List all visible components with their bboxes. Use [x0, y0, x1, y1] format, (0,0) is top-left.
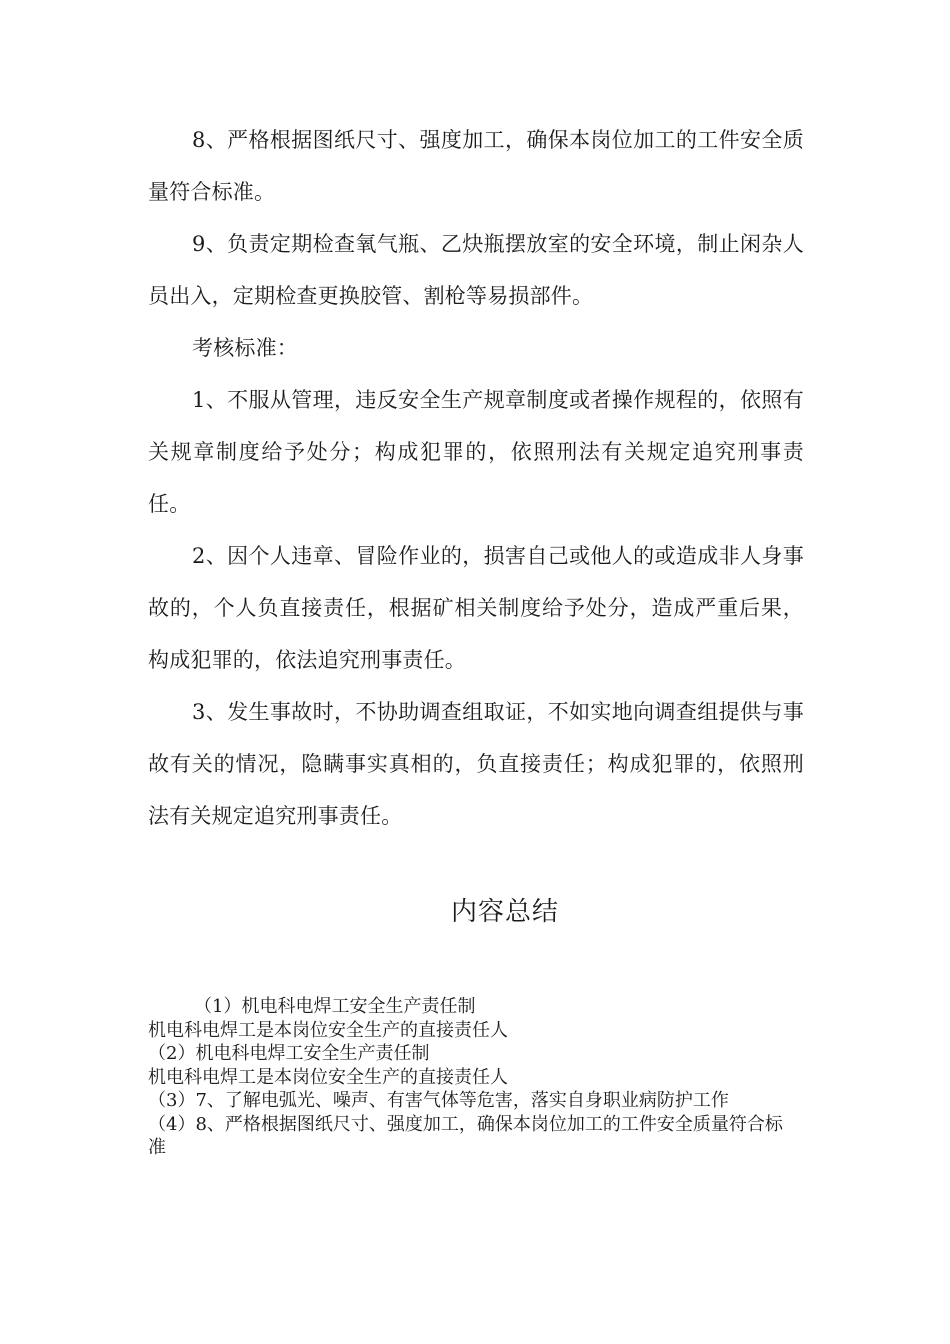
assessment-item-3: 3、发生事故时，不协助调查组取证，不如实地向调查组提供与事故有关的情况，隐瞒事实真相的，负直接责任；构成犯罪的，依照刑法有关规定追究刑事责任。: [148, 700, 804, 828]
summary-line: （4）8、严格根据图纸尺寸、强度加工，确保本岗位加工的工件安全质量符合标准: [148, 1113, 783, 1158]
summary-line: 机电科电焊工是本岗位安全生产的直接责任人: [148, 1019, 508, 1041]
assessment-item-1: 1、不服从管理，违反安全生产规章制度或者操作规程的，依照有关规章制度给予处分；构成犯罪的，依照刑法有关规定追究刑事责任。: [148, 388, 804, 516]
summary-title: 内容总结: [450, 897, 559, 927]
paragraph-item-9: 9、负责定期检查氧气瓶、乙炔瓶摆放室的安全环境，制止闲杂人员出入，定期检查更换胶管、割枪等易损部件。: [148, 232, 804, 308]
summary-line: 机电科电焊工是本岗位安全生产的直接责任人: [148, 1066, 508, 1088]
summary-line: （3）7、了解电弧光、噪声、有害气体等危害，落实自身职业病防护工作: [148, 1090, 729, 1111]
summary-line: （1）机电科电焊工安全生产责任制: [194, 996, 476, 1017]
assessment-heading: 考核标准：: [192, 336, 298, 360]
assessment-item-2: 2、因个人违章、冒险作业的，损害自己或他人的或造成非人身事故的，个人负直接责任，根据矿相关制度给予处分，造成严重后果，构成犯罪的，依法追究刑事责任。: [148, 544, 804, 672]
summary-list: [148, 995, 798, 1160]
body-text: [148, 114, 804, 842]
summary-line: （2）机电科电焊工安全生产责任制: [148, 1043, 430, 1064]
paragraph-item-8: 8、严格根据图纸尺寸、强度加工，确保本岗位加工的工件安全质量符合标准。: [148, 128, 804, 204]
